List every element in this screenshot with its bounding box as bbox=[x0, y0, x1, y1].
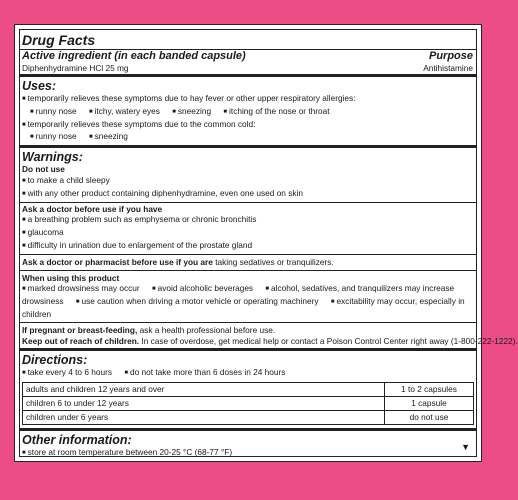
table-row bbox=[23, 397, 474, 411]
bullet-icon: ■ bbox=[22, 190, 26, 197]
bullet-icon: ■ bbox=[89, 134, 93, 141]
direction-item: do not take more than 6 doses in 24 hours bbox=[129, 367, 286, 378]
do-not-use-heading: Do not use bbox=[22, 164, 65, 175]
bullet-icon: ■ bbox=[124, 370, 128, 377]
ask-pharmacist-text: taking sedatives or tranquilizers. bbox=[215, 256, 334, 267]
uses-title: Uses: bbox=[22, 79, 57, 93]
active-ingredient-header bbox=[20, 50, 476, 63]
keep-out-text: In case of overdose, get medical help or contact a Poison Control Center right away (1-800-222-1222). bbox=[141, 335, 518, 346]
divider bbox=[20, 428, 476, 431]
dosage-table bbox=[22, 382, 474, 425]
uses-cold-symptoms bbox=[20, 131, 476, 144]
divider bbox=[20, 348, 476, 351]
symptom: sneezing bbox=[94, 131, 128, 142]
ingredient-name: Diphenhydramine HCl 25 mg bbox=[22, 63, 129, 73]
bullet-icon: ■ bbox=[75, 299, 80, 306]
warning-item: avoid alcoholic beverages bbox=[157, 283, 254, 294]
warning-item: use caution when driving a motor vehicle or operating machinery bbox=[81, 296, 319, 307]
bullet-icon: ■ bbox=[22, 217, 26, 224]
active-ingredient-row bbox=[20, 63, 476, 74]
ingredient-purpose: Antihistamine bbox=[423, 63, 473, 73]
bullet-icon: ■ bbox=[172, 108, 176, 115]
warning-item: excitability may occur, especially in children bbox=[22, 296, 465, 319]
keep-out-heading: Keep out of reach of children. bbox=[22, 335, 140, 346]
ask-pharmacist-row bbox=[20, 257, 476, 268]
directions-items bbox=[20, 367, 476, 380]
divider bbox=[20, 145, 476, 148]
divider bbox=[20, 322, 476, 323]
symptom: runny nose bbox=[35, 131, 77, 142]
warning-item: marked drowsiness may occur bbox=[27, 283, 140, 294]
uses-allergy-symptoms bbox=[20, 106, 476, 119]
divider bbox=[20, 74, 476, 77]
bullet-icon: ■ bbox=[22, 286, 26, 293]
table-row bbox=[23, 383, 474, 397]
bullet-icon: ■ bbox=[89, 108, 93, 115]
bullet-icon: ■ bbox=[22, 450, 26, 457]
age-cell: children under 6 years bbox=[23, 411, 385, 425]
ask-doctor-heading: Ask a doctor before use if you have bbox=[22, 203, 163, 214]
divider bbox=[20, 270, 476, 271]
bullet-icon: ■ bbox=[330, 299, 335, 306]
symptom: runny nose bbox=[35, 105, 77, 116]
bullet-icon: ■ bbox=[30, 108, 34, 115]
bullet-icon: ■ bbox=[265, 286, 270, 293]
warning-item: alcohol, sedatives, and tranquilizers may increase drowsiness bbox=[22, 283, 455, 307]
bullet-icon: ■ bbox=[22, 242, 26, 249]
continued-arrow-icon: ▼ bbox=[461, 442, 470, 452]
bullet-icon: ■ bbox=[22, 121, 26, 128]
ask-pharmacist-heading: Ask a doctor or pharmacist before use if you are bbox=[22, 256, 213, 267]
symptom: itching of the nose or throat bbox=[229, 105, 330, 116]
bullet-icon: ■ bbox=[151, 286, 156, 293]
other-information-item: ■ store at room temperature between 20-25 °C (68-77 °F) bbox=[22, 447, 233, 458]
direction-item: take every 4 to 6 hours bbox=[27, 367, 113, 378]
uses-intro-cold: ■ temporarily relieves these symptoms due to the common cold: bbox=[22, 118, 256, 129]
bullet-icon: ■ bbox=[223, 108, 228, 115]
pregnant-heading: If pregnant or breast-feeding, bbox=[22, 324, 138, 335]
pregnant-text: ask a health professional before use. bbox=[139, 324, 276, 335]
bullet-icon: ■ bbox=[22, 177, 26, 184]
purpose-heading: Purpose bbox=[428, 50, 473, 62]
pregnant-row bbox=[20, 325, 476, 336]
bullet-icon: ■ bbox=[22, 370, 26, 377]
other-information-title: Other information: bbox=[22, 433, 132, 448]
drug-facts-title: Drug Facts bbox=[22, 32, 96, 48]
bullet-icon: ■ bbox=[22, 96, 26, 102]
symptom: itchy, watery eyes bbox=[94, 105, 160, 116]
warning-item: ■ to make a child sleepy bbox=[22, 174, 110, 185]
warning-item: ■ with any other product containing diphenhydramine, even one used on skin bbox=[22, 187, 303, 198]
bullet-icon: ■ bbox=[22, 230, 26, 237]
table-row bbox=[23, 411, 474, 425]
age-cell: adults and children 12 years and over bbox=[23, 383, 385, 397]
warning-item: ■ glaucoma bbox=[22, 227, 64, 238]
dose-cell: 1 to 2 capsules bbox=[385, 383, 474, 397]
warning-item: ■ difficulty in urination due to enlargement of the prostate gland bbox=[22, 239, 253, 250]
when-using-heading: When using this product bbox=[22, 272, 120, 283]
bullet-icon: ■ bbox=[30, 134, 34, 141]
when-using-items bbox=[20, 283, 476, 319]
warnings-title: Warnings: bbox=[22, 150, 83, 165]
dose-cell: do not use bbox=[385, 411, 474, 425]
uses-intro-allergies: ■ temporarily relieves these symptoms due to hay fever or other upper respiratory allergies: bbox=[22, 93, 356, 103]
directions-title: Directions: bbox=[22, 353, 88, 368]
keep-out-row bbox=[20, 335, 518, 347]
symptom: sneezing bbox=[177, 105, 212, 116]
drug-facts-panel bbox=[14, 24, 518, 462]
active-ingredient-heading: Active ingredient (in each banded capsule) bbox=[22, 50, 246, 62]
divider bbox=[20, 202, 476, 203]
drug-facts-box bbox=[19, 29, 518, 458]
warning-item: ■ a breathing problem such as emphysema or chronic bronchitis bbox=[22, 214, 257, 225]
divider bbox=[20, 254, 476, 255]
age-cell: children 6 to under 12 years bbox=[23, 397, 385, 411]
dose-cell: 1 capsule bbox=[385, 397, 474, 411]
